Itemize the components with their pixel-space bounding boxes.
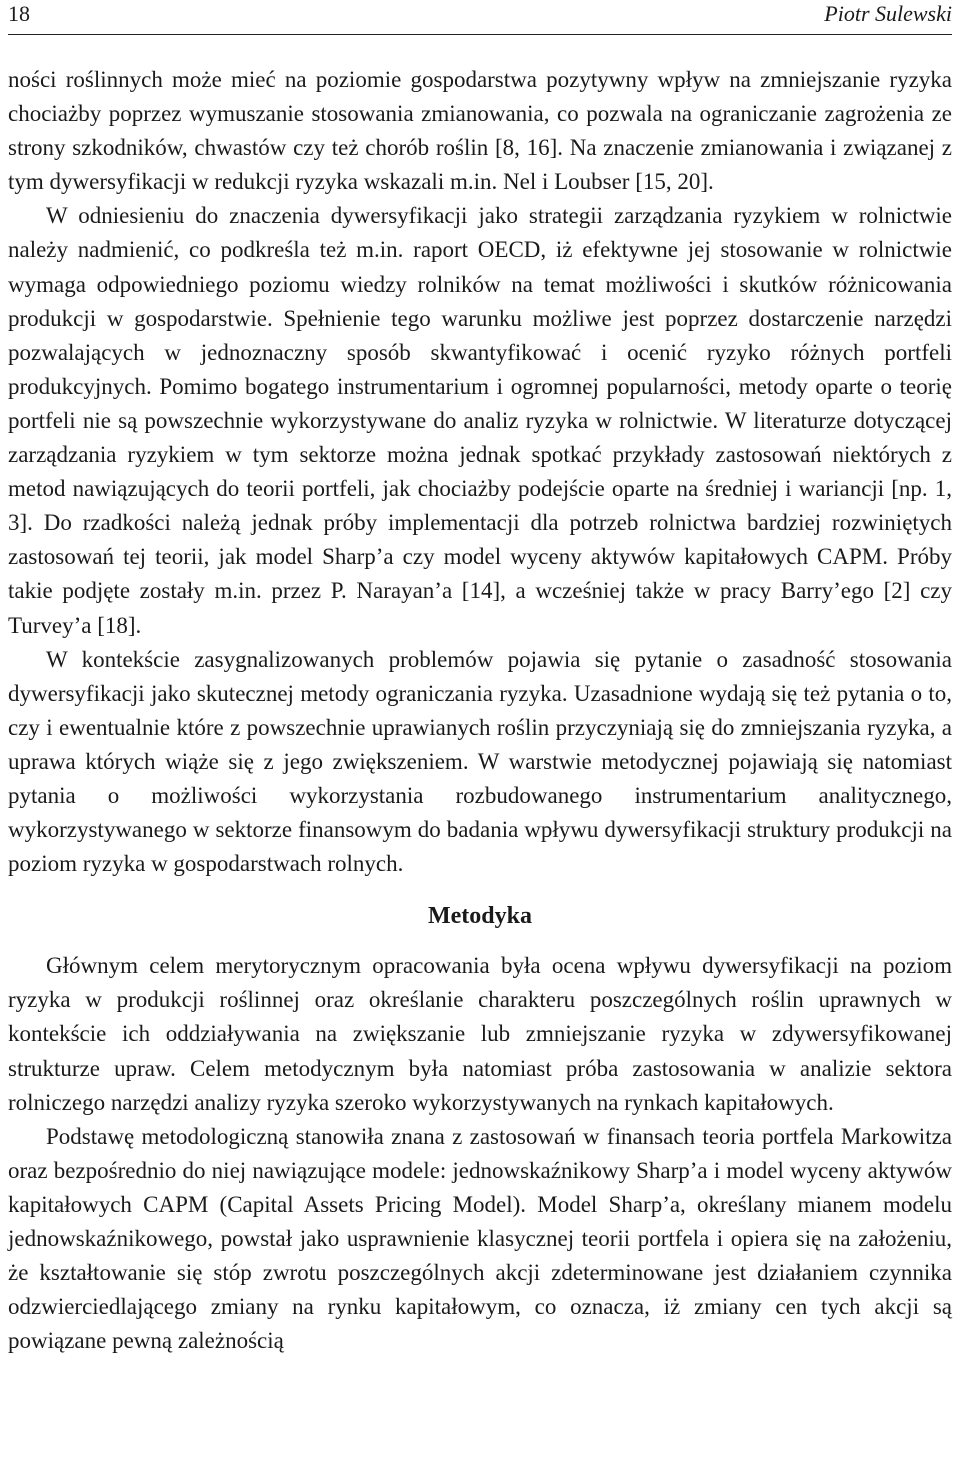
running-head-author: Piotr Sulewski [824,1,952,26]
paragraph: W kontekście zasygnalizowanych problemów pojawia się pytanie o zasadność stosowania dywersyfikacji jako skutecznej metody ograniczania ryzyka. Uzasadnione wydają się też pytania o to, czy i ewentualnie które z powszechnie uprawianych roślin przyczyniają się do zmniejszania ryzyka, a uprawa których wiąże się z jego zwiększeniem. W warstwie metodycznej pojawiają się natomiast pytania o możliwości wykorzystania rozbudowanego instrumentarium analitycznego, wykorzystywanego w sektorze finansowym do badania wpływu dywersyfikacji struktury produkcji na poziom ryzyka w gospodarstwach rolnych. [8,646,952,877]
body-text [8,63,952,1358]
paragraph: W odniesieniu do znaczenia dywersyfikacji jako strategii zarządzania ryzykiem w rolnictwie należy nadmienić, co podkreśla też m.in. raport OECD, iż efektywne jej stosowanie w rolnictwie wymaga odpowiedniego poziomu wiedzy rolników na temat możliwości i skutków różnicowania produkcji w gospodarstwie. Spełnienie tego warunku możliwe jest poprzez dostarczenie narzędzi pozwalających w jednoznaczny sposób skwantyfikować i ocenić ryzyko różnych portfeli produkcyjnych. Pomimo bogatego instrumentarium i ogromnej popularności, metody oparte o teorię portfeli nie są powszechnie wykorzystywane do analiz ryzyka w rolnictwie. W literaturze dotyczącej zarządzania ryzykiem w tym sektorze można jednak spotkać przykłady zastosowań niektórych z metod nawiązujących do teorii portfeli, jak chociażby podejście oparte na średniej i wariancji [np. 1, 3]. Do rzadkości należą jednak próby implementacji dla potrzeb rolnictwa bardziej rozwiniętych zastosowań tej teorii, jak model Sharp’a czy model wyceny aktywów kapitałowych CAPM. Próby takie podjęte zostały m.in. przez P. Narayan’a [14], a wcześniej także w pracy Barry’ego [2] czy Turvey’a [18]. [8,203,952,638]
paragraph-continued: ności roślinnych może mieć na poziomie gospodarstwa pozytywny wpływ na zmniejszanie ryzyka chociażby poprzez wymuszanie stosowania zmianowania, co pozwala na ograniczanie zagrożenia ze strony szkodników, chwastów czy też chorób roślin [8, 16]. Na znaczenie zmianowania i związanej z tym dywersyfikacji w redukcji ryzyka wskazali m.in. Nel i Loubser [15, 20]. [8,67,952,195]
paragraph: Podstawę metodologiczną stanowiła znana z zastosowań w finansach teoria portfela Markowitza oraz bezpośrednio do niej nawiązujące modele: jednowskaźnikowy Sharp’a i model wyceny aktywów kapitałowych CAPM (Capital Assets Pricing Model). Model Sharp’a, określany mianem modelu jednowskaźnikowego, powstał jako usprawnienie klasycznej teorii portfela i opiera się na założeniu, że kształtowanie się stóp zwrotu poszczególnych akcji zdeterminowane jest działaniem czynnika odzwierciedlającego zmiany na rynku kapitałowym, co oznacza, iż zmiany cen tych akcji są powiązane pewną zależnością [8,1123,952,1354]
page-number: 18 [8,1,30,26]
section-heading: Metodyka [428,903,532,930]
page-header [8,0,952,35]
paragraph: Głównym celem merytorycznym opracowania była ocena wpływu dywersyfikacji na poziom ryzyka w produkcji roślinnej oraz określanie charakteru poszczególnych roślin uprawnych w kontekście ich oddziaływania na zwiększanie lub zmniejszanie ryzyka w zdywersyfikowanej strukturze upraw. Celem metodycznym była natomiast próba zastosowania w analizie sektora rolniczego narzędzi analizy ryzyka szeroko wykorzystywanych na rynkach kapitałowych. [8,953,952,1115]
